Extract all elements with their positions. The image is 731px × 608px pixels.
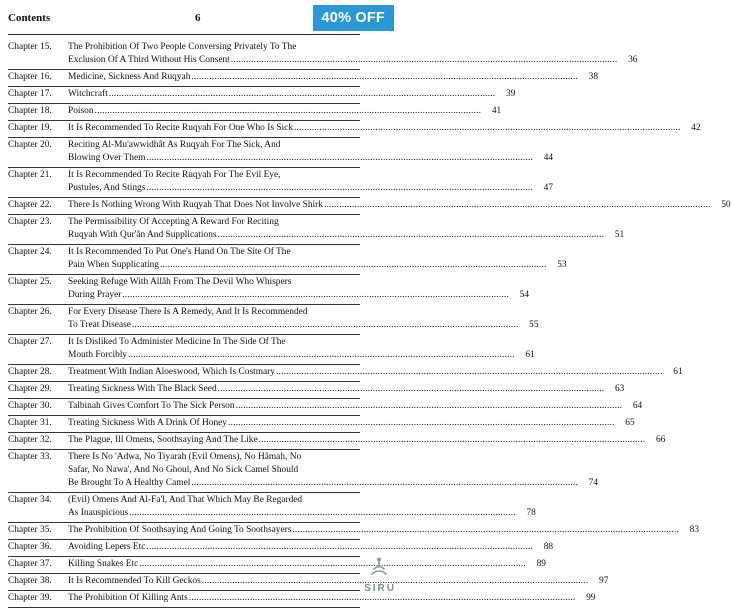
chapter-title	[68, 400, 642, 413]
chapter-title-line: Seeking Refuge With Allâh From The Devil Who Whispers	[68, 277, 292, 287]
toc-entry	[8, 540, 554, 557]
watermark-text: SIRU	[364, 583, 396, 594]
chapter-page-number: 83	[689, 525, 700, 535]
toc-entry	[8, 557, 546, 574]
chapter-title	[68, 592, 595, 605]
chapter-title-line: Blowing Over Them	[68, 153, 146, 163]
chapter-title-line: Witchcraft	[68, 89, 108, 99]
chapter-number: Chapter 24.	[8, 247, 52, 257]
chapter-title-line: Be Brought To A Healthy Camel	[68, 478, 191, 488]
dot-leader	[218, 383, 605, 396]
chapter-title-line: As Inauspicious	[68, 508, 129, 518]
chapter-title	[68, 306, 539, 332]
dot-leader	[129, 507, 516, 520]
chapter-page-number: 42	[691, 123, 701, 133]
toc-entry	[8, 138, 554, 168]
chapter-number: Chapter 37.	[8, 559, 52, 569]
chapter-number: Chapter 19.	[8, 123, 52, 133]
dot-leader	[139, 558, 526, 571]
chapter-title	[68, 336, 535, 362]
dot-leader	[324, 199, 711, 212]
chapter-number: Chapter 25.	[8, 277, 52, 287]
chapter-title	[68, 524, 699, 537]
chapter-title-line: There Is No 'Adwa, No Tiyarah (Evil Omens), No Hâmah, No	[68, 452, 302, 462]
chapter-title	[68, 199, 731, 212]
chapter-page-number: 51	[614, 230, 625, 240]
toc-entry	[8, 215, 625, 245]
chapter-title	[68, 417, 635, 430]
chapter-title	[68, 105, 501, 118]
chapter-number: Chapter 28.	[8, 367, 52, 377]
dot-leader	[294, 122, 681, 135]
chapter-page-number: 50	[721, 200, 731, 210]
chapter-title	[68, 216, 624, 242]
chapter-title-line: Poison	[68, 106, 94, 116]
toc-entry	[8, 399, 643, 416]
chapter-number: Chapter 27.	[8, 337, 52, 347]
chapter-page-number: 61	[525, 350, 535, 360]
chapter-title-line: It Is Disliked To Administer Medicine In The Side Of The	[68, 337, 286, 347]
chapter-title-line: Exclusion Of A Third Without His Consent	[68, 55, 230, 65]
chapter-title-line: Talbinah Gives Comfort To The Sick Person	[68, 401, 235, 411]
chapter-title	[68, 434, 665, 447]
chapter-number: Chapter 20.	[8, 140, 52, 150]
dot-leader	[146, 541, 533, 554]
dot-leader	[218, 229, 605, 242]
chapter-page-number: 54	[519, 290, 530, 300]
chapter-page-number: 74	[588, 478, 598, 488]
chapter-title-line: Treatment With Indian Aloeswood, Which Is Costmary	[68, 367, 275, 377]
chapter-title-line: Safar, No Nawa', And No Ghoul, And No Sick Camel Should	[68, 465, 299, 475]
chapter-number: Chapter 31.	[8, 418, 52, 428]
chapter-title	[68, 71, 598, 84]
toc-entry	[8, 40, 638, 70]
chapter-number: Chapter 15.	[8, 42, 52, 52]
toc-entry	[8, 104, 502, 121]
chapter-title-line: Pain When Supplicating	[68, 260, 159, 270]
chapter-title	[68, 139, 553, 165]
dot-leader	[276, 366, 663, 379]
toc-entry	[8, 168, 554, 198]
toc-entry	[8, 382, 625, 399]
toc-entry	[8, 335, 535, 365]
chapter-title-line: The Prohibition Of Two People Conversing Privately To The	[68, 42, 297, 52]
toc-entry	[8, 365, 683, 382]
chapter-title	[68, 558, 546, 571]
chapter-page-number: 99	[586, 593, 596, 603]
chapter-number: Chapter 17.	[8, 89, 52, 99]
chapter-number: Chapter 35.	[8, 525, 52, 535]
toc-entry	[8, 493, 536, 523]
chapter-number: Chapter 22.	[8, 200, 52, 210]
chapter-page-number: 97	[599, 576, 609, 586]
chapter-title	[68, 122, 701, 135]
chapter-title-line: Pustules, And Stings	[68, 183, 146, 193]
chapter-title-line: Killing Snakes Etc	[68, 559, 139, 569]
toc-entry	[8, 305, 539, 335]
chapter-title	[68, 541, 553, 554]
dot-leader	[231, 54, 618, 67]
toc-entry	[8, 245, 567, 275]
chapter-number: Chapter 16.	[8, 72, 52, 82]
chapter-title-line: It Is Recommended To Put One's Hand On The Site Of The	[68, 247, 291, 257]
chapter-title-line: The Permissibility Of Accepting A Reward For Reciting	[68, 217, 279, 227]
chapter-page-number: 38	[588, 72, 599, 82]
dot-leader	[109, 88, 496, 101]
chapter-page-number: 88	[543, 542, 554, 552]
toc-entry	[8, 591, 596, 608]
chapter-page-number: 36	[628, 55, 638, 65]
chapter-title	[68, 575, 608, 588]
chapter-number: Chapter 29.	[8, 384, 52, 394]
chapter-number: Chapter 34.	[8, 495, 52, 505]
chapter-page-number: 47	[543, 183, 554, 193]
toc-entry	[8, 450, 598, 493]
page-number: 6	[195, 12, 201, 24]
dot-leader	[146, 152, 533, 165]
chapter-number: Chapter 21.	[8, 170, 52, 180]
chapter-title	[68, 383, 624, 396]
chapter-title	[68, 451, 598, 490]
chapter-title	[68, 169, 553, 195]
chapter-title-line: For Every Disease There Is A Remedy, And It Is Recommended	[68, 307, 308, 317]
chapter-title-line: Medicine, Sickness And Ruqyah	[68, 72, 191, 82]
chapter-title	[68, 494, 536, 520]
chapter-title-line: It Is Recommended To Recite Ruqyah For One Who Is Sick	[68, 123, 293, 133]
dot-leader	[236, 400, 623, 413]
chapter-number: Chapter 23.	[8, 217, 52, 227]
chapter-page-number: 41	[491, 106, 502, 116]
discount-badge: 40% OFF	[313, 5, 394, 31]
chapter-title	[68, 246, 567, 272]
chapter-page-number: 53	[557, 260, 567, 270]
chapter-number: Chapter 36.	[8, 542, 52, 552]
chapter-page-number: 55	[529, 320, 539, 330]
chapter-page-number: 66	[655, 435, 666, 445]
chapter-title-line: It Is Recommended To Recite Ruqyah For The Evil Eye,	[68, 170, 281, 180]
dot-leader	[160, 259, 547, 272]
chapter-page-number: 39	[505, 89, 516, 99]
dot-leader	[146, 182, 533, 195]
dot-leader	[292, 524, 679, 537]
chapter-title-line: Reciting Al-Mu'awwidhât As Ruqyah For The Sick, And	[68, 140, 281, 150]
dot-leader	[191, 71, 578, 84]
dot-leader	[228, 417, 615, 430]
chapter-page-number: 78	[526, 508, 536, 518]
chapter-title-line: Treating Sickness With A Drink Of Honey	[68, 418, 227, 428]
chapter-number: Chapter 33.	[8, 452, 52, 462]
chapter-page-number: 64	[632, 401, 643, 411]
chapter-title-line: To Treat Disease	[68, 320, 131, 330]
toc-entry	[8, 523, 700, 540]
running-header-title: Contents	[8, 12, 51, 24]
chapter-title	[68, 88, 515, 101]
toc-entry	[8, 275, 530, 305]
chapter-title-line: It Is Recommended To Kill Geckos	[68, 576, 201, 586]
chapter-number: Chapter 39.	[8, 593, 52, 603]
dot-leader	[132, 319, 519, 332]
chapter-title-line: The Plague, Ill Omens, Soothsaying And The Like	[68, 435, 258, 445]
chapter-title-line: Ruqyah With Qur'ân And Supplications	[68, 230, 217, 240]
chapter-title-line: There Is Nothing Wrong With Ruqyah That Does Not Involve Shirk	[68, 200, 323, 210]
chapter-title	[68, 41, 637, 67]
toc-entry	[8, 433, 666, 450]
dot-leader	[128, 349, 515, 362]
toc-entry	[8, 70, 599, 87]
chapter-title	[68, 276, 529, 302]
chapter-title-line: Avoiding Lepers Etc	[68, 542, 146, 552]
chapter-number: Chapter 18.	[8, 106, 52, 116]
dot-leader	[122, 289, 509, 302]
chapter-page-number: 63	[614, 384, 625, 394]
dot-leader	[95, 105, 482, 118]
chapter-page-number: 89	[536, 559, 546, 569]
chapter-page-number: 65	[625, 418, 635, 428]
chapter-number: Chapter 26.	[8, 307, 52, 317]
chapter-number: Chapter 30.	[8, 401, 52, 411]
toc-entry	[8, 198, 731, 215]
dot-leader	[191, 477, 578, 490]
dot-leader	[259, 434, 646, 447]
toc-entry	[8, 87, 516, 104]
chapter-title-line: (Evil) Omens And Al-Fa'l, And That Which May Be Regarded	[68, 495, 303, 505]
chapter-title-line: The Prohibition Of Soothsaying And Going To Soothsayers	[68, 525, 292, 535]
chapter-number: Chapter 32.	[8, 435, 52, 445]
toc-entry	[8, 416, 635, 433]
chapter-title-line: The Prohibition Of Killing Ants	[68, 593, 188, 603]
chapter-title-line: Mouth Forcibly	[68, 350, 128, 360]
chapter-page-number: 61	[673, 367, 683, 377]
chapter-number: Chapter 38.	[8, 576, 52, 586]
header-rule	[8, 34, 360, 35]
watermark-logo-icon	[368, 556, 390, 578]
toc-entry	[8, 121, 701, 138]
chapter-page-number: 44	[543, 153, 554, 163]
chapter-title-line: Treating Sickness With The Black Seed	[68, 384, 217, 394]
chapter-title-line: During Prayer	[68, 290, 122, 300]
chapter-title	[68, 366, 683, 379]
